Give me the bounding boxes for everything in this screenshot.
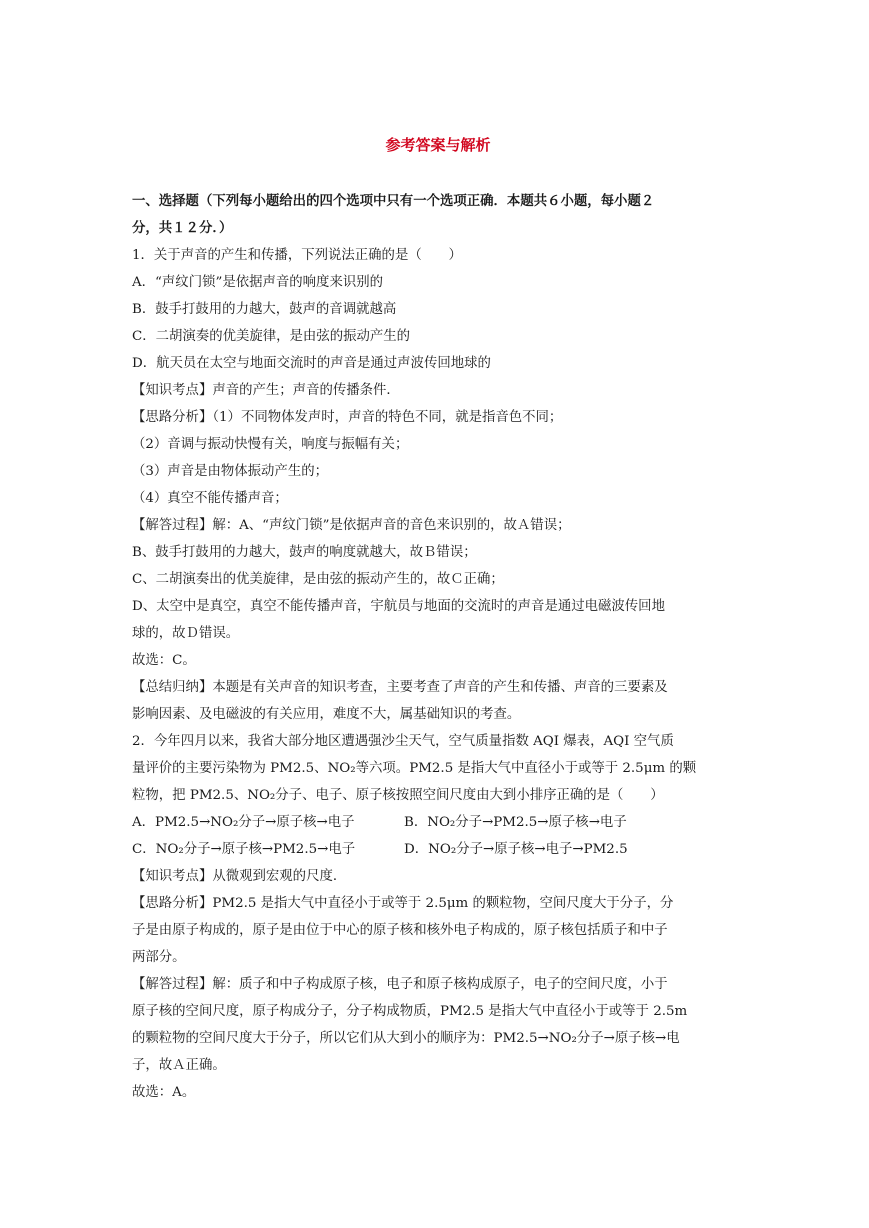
question-2-knowledge: 【知识考点】从微观到宏观的尺度． [132,869,347,884]
question-2-analysis-line: 两部分。 [132,950,186,965]
question-1-analysis-line: （4）真空不能传播声音； [132,491,288,506]
question-2-solution-line: 【解答过程】解：质子和中子构成原子核，电子和原子核构成原子，电子的空间尺度，小于 [132,977,668,992]
question-1-solution-line: C、二胡演奏出的优美旋律，是由弦的振动产生的，故Ｃ正确； [132,572,504,587]
question-2-stem-line: 量评价的主要污染物为 PM2.5、NO₂等六项。PM2.5 是指大气中直径小于或等于 2.5μm 的颗 [132,761,697,776]
section-heading-line: 一、选择题（下列每小题给出的四个选项中只有一个选项正确．本题共６小题，每小题２ [132,193,655,209]
question-1-solution-line: 【解答过程】解：A、“声纹门锁”是依据声音的音色来识别的，故Ａ错误； [132,518,571,533]
question-1-stem: 1．关于声音的产生和传播，下列说法正确的是（ ） [132,248,462,263]
question-2-option-b: B．NO₂分子→PM2.5→原子核→电子 [404,815,627,830]
question-2-options-row [132,809,744,836]
question-2-solution-line: 原子核的空间尺度，原子构成分子，分子构成物质，PM2.5 是指大气中直径小于或等于 2.5m [132,1004,688,1019]
question-2-option-d: D．NO₂分子→原子核→电子→PM2.5 [404,842,628,857]
question-1-option-b: B．鼓手打鼓用的力越大，鼓声的音调就越高 [132,302,397,317]
question-1-option-c: C．二胡演奏的优美旋律，是由弦的振动产生的 [132,329,411,344]
question-2-solution-line: 的颗粒物的空间尺度大于分子，所以它们从大到小的顺序为：PM2.5→NO₂分子→原子核→电 [132,1031,680,1046]
question-2-analysis-line: 子是由原子构成的，原子是由位于中心的原子核和核外电子构成的，原子核包括质子和中子 [132,923,668,938]
question-1-summary-line: 【总结归纳】本题是有关声音的知识考查，主要考查了声音的产生和传播、声音的三要素及 [132,680,668,695]
page-title: 参考答案与解析 [385,136,491,154]
question-1-option-d: D．航天员在太空与地面交流时的声音是通过声波传回地球的 [132,356,491,371]
question-1-analysis-line: （2）音调与振动快慢有关，响度与振幅有关； [132,437,409,452]
question-1-analysis-line: 【思路分析】（1）不同物体发声时，声音的特色不同，就是指音色不同； [132,410,563,425]
question-1-summary-line: 影响因素、及电磁波的有关应用，难度不大，属基础知识的考查。 [132,707,521,722]
question-2-stem-line: 粒物，把 PM2.5、NO₂分子、电子、原子核按照空间尺度由大到小排序正确的是（ ） [132,788,664,803]
document-body [132,188,744,1106]
question-2-analysis-line: 【思路分析】PM2.5 是指大气中直径小于或等于 2.5μm 的颗粒物，空间尺度大于分子，分 [132,896,674,911]
question-2-option-c: C．NO₂分子→原子核→PM2.5→电子 [132,842,356,857]
question-1-knowledge: 【知识考点】声音的产生；声音的传播条件． [132,383,400,398]
question-2-answer: 故选：A。 [132,1085,196,1100]
question-1-option-a: A．“声纹门锁”是依据声音的响度来识别的 [132,275,384,290]
question-2-solution-line: 子，故Ａ正确。 [132,1058,226,1073]
question-2-option-a: A．PM2.5→NO₂分子→原子核→电子 [132,815,355,830]
question-1-solution-line: D、太空中是真空，真空不能传播声音，宇航员与地面的交流时的声音是通过电磁波传回地 [132,599,665,614]
question-1-answer: 故选：C。 [132,653,196,668]
question-1-analysis-line: （3）声音是由物体振动产生的； [132,464,328,479]
question-1-solution-line: 球的，故Ｄ错误。 [132,626,240,641]
question-1-solution-line: B、鼓手打鼓用的力越大，鼓声的响度就越大，故Ｂ错误； [132,545,477,560]
question-2-stem-line: 2．今年四月以来，我省大部分地区遭遇强沙尘天气，空气质量指数 AQI 爆表，AQI 空气质 [132,734,674,749]
question-2-options-row [132,836,744,863]
section-heading-line: 分，共１２分．） [132,220,233,236]
